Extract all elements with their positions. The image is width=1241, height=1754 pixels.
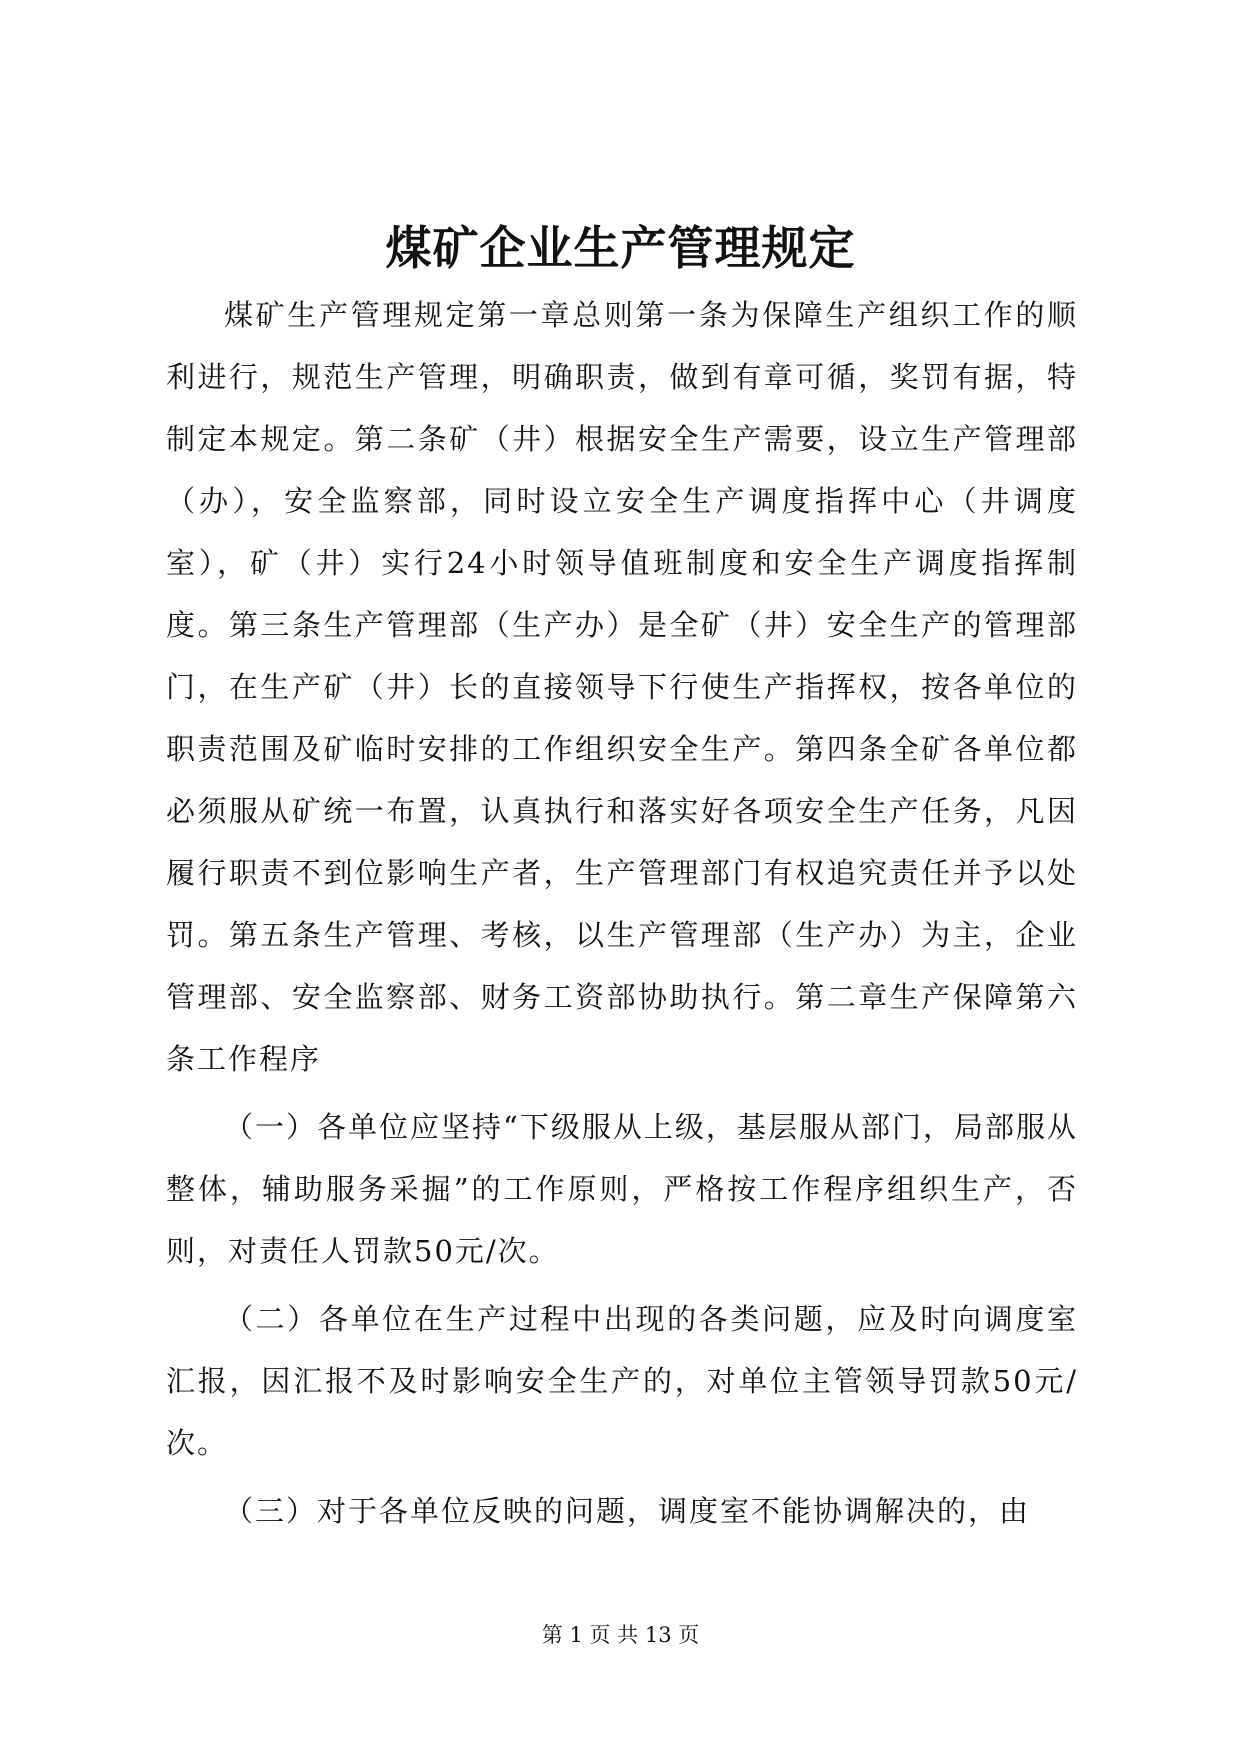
paragraph-item-3: （三）对于各单位反映的问题，调度室不能协调解决的，由 bbox=[224, 1494, 1031, 1528]
paragraph-item-2: （二）各单位在生产过程中出现的各类问题，应及时向调度室汇报，因汇报不及时影响安全生产的，对单位主管领导罚款50元/次。 bbox=[166, 1302, 1078, 1460]
paragraph-general-provisions: 煤矿生产管理规定第一章总则第一条为保障生产组织工作的顺利进行，规范生产管理，明确职责，做到有章可循，奖罚有据，特制定本规定。第二条矿（井）根据安全生产需要，设立生产管理部（办），安全监察部，同时设立安全生产调度指挥中心（井调度室），矿（井）实行24小时领导值班制度和安全生产调度指挥制度。第三条生产管理部（生产办）是全矿（井）安全生产的管理部门，在生产矿（井）长的直接领导下行使生产指挥权，按各单位的职责范围及矿临时安排的工作组织安全生产。第四条全矿各单位都必须服从矿统一布置，认真执行和落实好各项安全生产任务，凡因履行职责不到位影响生产者，生产管理部门有权追究责任并予以处罚。第五条生产管理、考核，以生产管理部（生产办）为主，企业管理部、安全监察部、财务工资部协助执行。第二章生产保障第六条工作程序 bbox=[166, 298, 1078, 1076]
document-title: 煤矿企业生产管理规定 bbox=[385, 221, 856, 275]
paragraph-item-1: （一）各单位应坚持“下级服从上级，基层服从部门，局部服从整体，辅助服务采掘”的工作原则，严格按工作程序组织生产，否则，对责任人罚款50元/次。 bbox=[166, 1110, 1078, 1268]
document-body bbox=[166, 284, 1078, 1542]
page-footer: 第 1 页 共 13 页 bbox=[541, 1623, 700, 1647]
